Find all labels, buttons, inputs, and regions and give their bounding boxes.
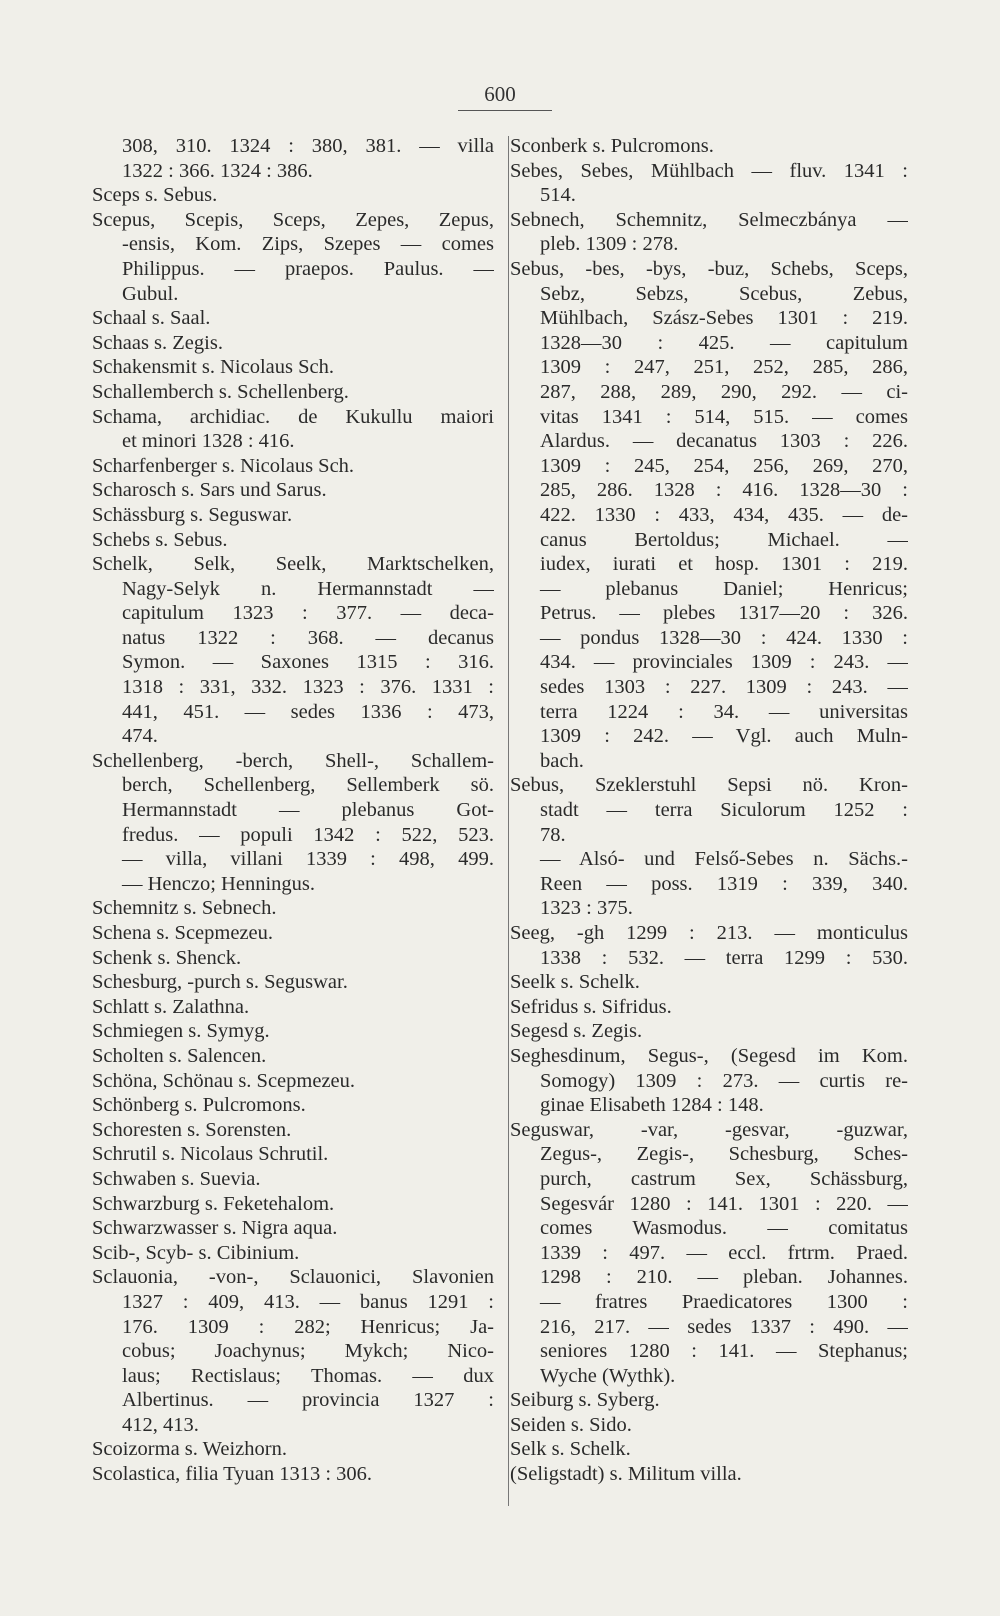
index-line: Schama, archidiac. de Kukullu maiori (92, 405, 494, 428)
index-line: Schelk, Selk, Seelk, Marktschelken, (92, 553, 494, 576)
index-line: — pondus 1328—30 : 424. 1330 : (540, 626, 908, 649)
index-line: (Seligstadt) s. Militum villa. (510, 1463, 742, 1486)
index-line: Schoresten s. Sorensten. (92, 1118, 292, 1141)
index-line: Seguswar, -var, -gesvar, -guzwar, (510, 1118, 908, 1141)
index-line: laus; Rectislaus; Thomas. — dux (122, 1364, 494, 1387)
index-line: Segesvár 1280 : 141. 1301 : 220. — (540, 1192, 908, 1215)
index-line: Scolastica, filia Tyuan 1313 : 306. (92, 1463, 373, 1486)
index-line: 1339 : 497. — eccl. frtrm. Praed. (540, 1241, 908, 1264)
index-line: Symon. — Saxones 1315 : 316. (122, 651, 494, 674)
index-line: 422. 1330 : 433, 434, 435. — de- (540, 503, 908, 526)
index-line: 1309 : 247, 251, 252, 285, 286, (540, 356, 908, 379)
index-line: Sebz, Sebzs, Scebus, Zebus, (540, 282, 908, 305)
index-line: stadt — terra Siculorum 1252 : (540, 799, 908, 822)
index-line: Schakensmit s. Nicolaus Sch. (92, 356, 334, 379)
index-line: terra 1224 : 34. — universitas (540, 700, 908, 723)
index-line: Schmiegen s. Symyg. (92, 1020, 270, 1043)
index-line: cobus; Joachynus; Mykch; Nico- (122, 1340, 494, 1363)
index-line: Hermannstadt — plebanus Got- (122, 799, 494, 822)
index-line: pleb. 1309 : 278. (540, 233, 679, 256)
index-line: natus 1322 : 368. — decanus (122, 626, 494, 649)
header-rule (458, 110, 552, 111)
index-line: iudex, iurati et hosp. 1301 : 219. (540, 553, 908, 576)
index-line: purch, castrum Sex, Schässburg, (540, 1167, 908, 1190)
index-line: Sclauonia, -von-, Sclauonici, Slavonien (92, 1266, 494, 1289)
index-line: Seghesdinum, Segus-, (Segesd im Kom. (510, 1044, 908, 1067)
index-line: Albertinus. — provincia 1327 : (122, 1389, 494, 1412)
index-line: 1338 : 532. — terra 1299 : 530. (540, 946, 908, 969)
index-line: 412, 413. (122, 1413, 199, 1436)
index-line: 1328—30 : 425. — capitulum (540, 331, 908, 354)
index-line: 441, 451. — sedes 1336 : 473, (122, 700, 494, 723)
index-line: Nagy-Selyk n. Hermannstadt — (122, 577, 494, 600)
index-line: 216, 217. — sedes 1337 : 490. — (540, 1315, 908, 1338)
index-line: Scoizorma s. Weizhorn. (92, 1438, 287, 1461)
index-line: Schwaben s. Suevia. (92, 1167, 261, 1190)
index-line: Schaas s. Zegis. (92, 331, 223, 354)
index-line: Seelk s. Schelk. (510, 971, 640, 994)
index-line: Sebes, Sebes, Mühlbach — fluv. 1341 : (510, 159, 908, 182)
index-line: vitas 1341 : 514, 515. — comes (540, 405, 908, 428)
index-line: Schaal s. Saal. (92, 307, 211, 330)
index-line: ginae Elisabeth 1284 : 148. (540, 1094, 764, 1117)
index-line: Alardus. — decanatus 1303 : 226. (540, 430, 908, 453)
index-line: Seiden s. Sido. (510, 1413, 632, 1436)
index-line: Schesburg, -purch s. Seguswar. (92, 971, 348, 994)
index-line: 1318 : 331, 332. 1323 : 376. 1331 : (122, 676, 494, 699)
index-line: Reen — poss. 1319 : 339, 340. (540, 872, 908, 895)
index-line: Schwarzburg s. Feketehalom. (92, 1192, 335, 1215)
index-line: sedes 1303 : 227. 1309 : 243. — (540, 676, 908, 699)
left-column (92, 134, 494, 1487)
column-divider (508, 136, 509, 1506)
index-line: Scholten s. Salencen. (92, 1044, 267, 1067)
index-line: 514. (540, 184, 576, 207)
index-line: 474. (122, 725, 158, 748)
index-line: capitulum 1323 : 377. — deca- (122, 602, 494, 625)
index-line: — Alsó- und Felső-Sebes n. Sächs.- (540, 848, 908, 871)
index-line: Schrutil s. Nicolaus Schrutil. (92, 1143, 329, 1166)
index-line: Sebus, -bes, -bys, -buz, Schebs, Sceps, (510, 257, 908, 280)
index-line: fredus. — populi 1342 : 522, 523. (122, 823, 494, 846)
index-line: Schellenberg, -berch, Shell-, Schallem- (92, 749, 494, 772)
index-line: Schlatt s. Zalathna. (92, 995, 250, 1018)
index-line: Schebs s. Sebus. (92, 528, 228, 551)
index-line: Sefridus s. Sifridus. (510, 995, 672, 1018)
index-line: Scharosch s. Sars und Sarus. (92, 479, 327, 502)
index-line: Segesd s. Zegis. (510, 1020, 643, 1043)
index-line: — villa, villani 1339 : 498, 499. (122, 848, 494, 871)
index-line: Scib-, Scyb- s. Cibinium. (92, 1241, 300, 1264)
index-line: 1327 : 409, 413. — banus 1291 : (122, 1290, 494, 1313)
index-line: Schässburg s. Seguswar. (92, 503, 293, 526)
index-line: — fratres Praedicatores 1300 : (540, 1290, 908, 1313)
index-line: Sebus, Szeklerstuhl Sepsi nö. Kron- (510, 774, 908, 797)
index-line: 308, 310. 1324 : 380, 381. — villa (122, 135, 494, 157)
index-line: 287, 288, 289, 290, 292. — ci- (540, 380, 908, 403)
index-line: Schena s. Scepmezeu. (92, 922, 274, 944)
index-line: 1309 : 245, 254, 256, 269, 270, (540, 454, 908, 477)
index-line: comes Wasmodus. — comitatus (540, 1217, 908, 1240)
index-line: seniores 1280 : 141. — Stephanus; (540, 1340, 908, 1363)
index-line: Seeg, -gh 1299 : 213. — monticulus (510, 922, 908, 944)
index-line: Somogy) 1309 : 273. — curtis re- (540, 1069, 908, 1092)
index-line: 1323 : 375. (540, 897, 633, 920)
index-line: 434. — provinciales 1309 : 243. — (540, 651, 908, 674)
index-line: Schenk s. Shenck. (92, 946, 242, 969)
index-line: bach. (540, 749, 584, 772)
index-line: Mühlbach, Szász-Sebes 1301 : 219. (540, 307, 908, 330)
index-line: berch, Schellenberg, Sellemberk sö. (122, 774, 494, 797)
index-line: — plebanus Daniel; Henricus; (540, 577, 908, 600)
index-line: Schallemberch s. Schellenberg. (92, 380, 349, 403)
index-line: Wyche (Wythk). (540, 1364, 676, 1387)
index-line: 285, 286. 1328 : 416. 1328—30 : (540, 479, 908, 502)
index-line: Schöna, Schönau s. Scepmezeu. (92, 1069, 356, 1092)
index-line: Sconberk s. Pulcromons. (510, 135, 714, 157)
index-line: Scepus, Scepis, Sceps, Zepes, Zepus, (92, 208, 494, 231)
index-line: et minori 1328 : 416. (122, 430, 295, 453)
index-line: Scharfenberger s. Nicolaus Sch. (92, 454, 355, 477)
index-line: Zegus-, Zegis-, Schesburg, Sches- (540, 1143, 908, 1166)
index-line: Philippus. — praepos. Paulus. — (122, 257, 494, 280)
index-line: 1298 : 210. — pleban. Johannes. (540, 1266, 908, 1289)
index-line: 1322 : 366. 1324 : 386. (122, 159, 313, 182)
page-number: 600 (484, 82, 516, 106)
index-line: 1309 : 242. — Vgl. auch Muln- (540, 725, 908, 748)
index-line: Schemnitz s. Sebnech. (92, 897, 277, 920)
index-line: 78. (540, 823, 566, 846)
index-line: Sceps s. Sebus. (92, 184, 218, 207)
index-line: Schönberg s. Pulcromons. (92, 1094, 306, 1117)
index-line: canus Bertoldus; Michael. — (540, 528, 908, 551)
index-line: Schwarzwasser s. Nigra aqua. (92, 1217, 338, 1240)
index-line: Selk s. Schelk. (510, 1438, 631, 1461)
index-line: -ensis, Kom. Zips, Szepes — comes (122, 233, 494, 256)
index-line: — Henczo; Henningus. (122, 872, 315, 895)
index-line: Gubul. (122, 282, 179, 305)
index-line: 176. 1309 : 282; Henricus; Ja- (122, 1315, 494, 1338)
right-column (510, 134, 908, 1487)
index-line: Sebnech, Schemnitz, Selmeczbánya — (510, 208, 908, 231)
index-line: Seiburg s. Syberg. (510, 1389, 660, 1412)
index-line: Petrus. — plebes 1317—20 : 326. (540, 602, 908, 625)
